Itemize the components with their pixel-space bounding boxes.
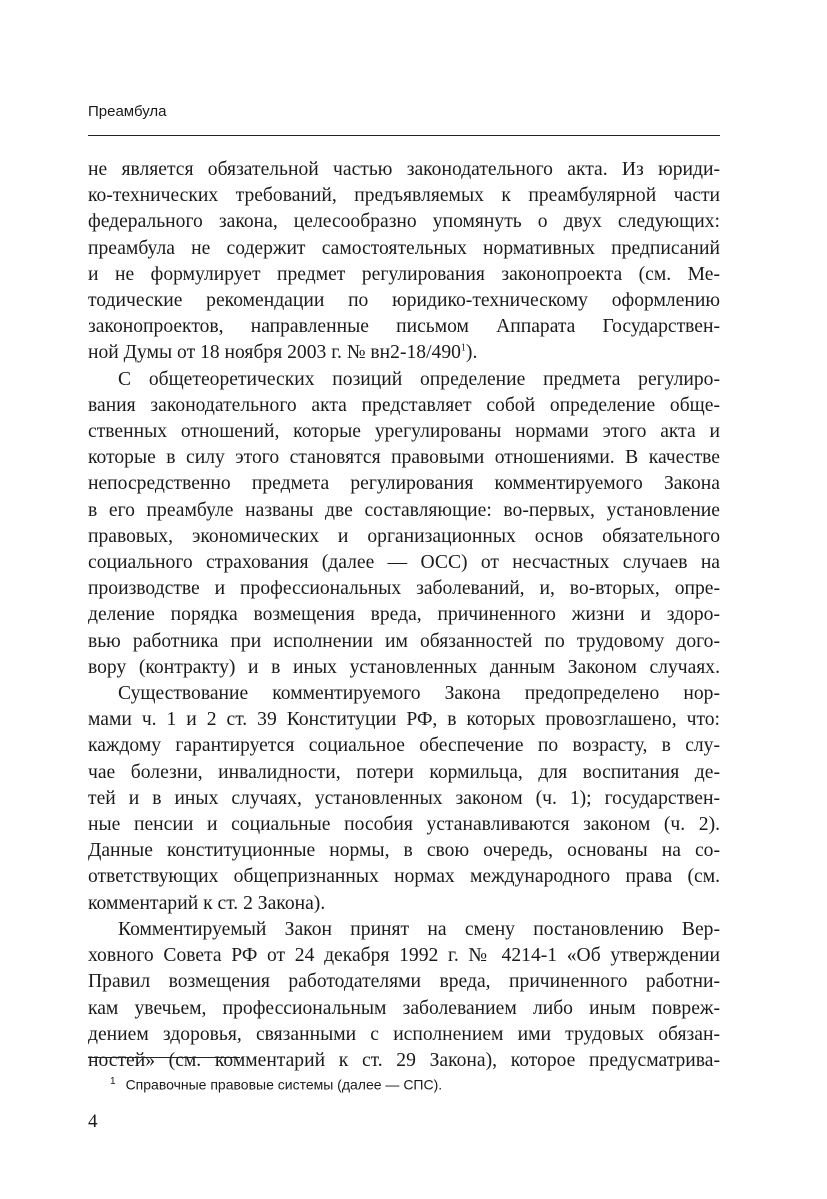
text-line: правовых, экономических и организационных основ обязательного (88, 525, 720, 547)
text-line: и не формулирует предмет регулирования законопроекта (см. Ме- (88, 263, 720, 285)
paragraph-3 (88, 681, 720, 917)
footnote-number: 1 (110, 1076, 116, 1087)
footnote (110, 1073, 442, 1094)
text-line: ответствующих общепризнанных нормах международного права (см. (88, 866, 720, 888)
text-line: тодические рекомендации по юридико-техническому оформлению (88, 290, 720, 312)
text-line: мами ч. 1 и 2 ст. 39 Конституции РФ, в которых провозглашено, что: (88, 709, 720, 731)
text-line: производстве и профессиональных заболеваний, и, во-вторых, опре- (88, 578, 720, 600)
footnote-text: Справочные правовые системы (далее — СПС). (125, 1076, 443, 1093)
header-divider (88, 135, 720, 136)
text-line: Комментируемый Закон принят на смену постановлению Вер- (118, 918, 720, 940)
text-line: вания законодательного акта представляет собой определение обще- (88, 394, 720, 416)
text-line: ственных отношений, которые урегулированы нормами этого акта и (88, 421, 720, 443)
text-line: социального страхования (далее — ОСС) от несчастных случаев на (88, 552, 720, 574)
text-line: ностей» (см. комментарий к ст. 29 Закона), которое предусматрива- (88, 1049, 720, 1071)
text-line: непосредственно предмета регулирования комментируемого Закона (88, 473, 720, 495)
text-fragment: ). (465, 342, 478, 364)
text-line: не является обязательной частью законодательного акта. Из юриди- (88, 159, 720, 180)
text-line: комментарий к ст. 2 Закона). (88, 892, 326, 914)
text-line: кам увечьем, профессиональным заболеванием либо иным повреж- (88, 997, 720, 1019)
text-line: в его преамбуле названы две составляющие: во-первых, установление (88, 499, 720, 521)
text-line: вору (контракту) и в иных установленных данным Законом случаях. (88, 656, 720, 678)
text-line: ные пенсии и социальные пособия устанавливаются законом (ч. 2). (88, 814, 720, 836)
body-text (88, 157, 720, 1074)
paragraph-4 (88, 917, 720, 1074)
footnote-reference[interactable]: 1 (460, 342, 466, 354)
paragraph-2 (88, 367, 720, 681)
page-number: 4 (88, 1111, 98, 1132)
text-line: Существование комментируемого Закона предопределено нор- (118, 683, 720, 705)
text-line: законопроектов, направленные письмом Аппарата Государствен- (88, 316, 720, 338)
text-line: деление порядка возмещения вреда, причиненного жизни и здоро- (88, 604, 720, 626)
text-line: С общетеоретических позиций определение предмета регулиро- (118, 368, 720, 390)
text-line: каждому гарантируется социальное обеспечение по возрасту, в слу- (88, 735, 720, 757)
text-line: вью работника при исполнении им обязанностей по трудовому дого- (88, 630, 720, 652)
text-line: ко-технических требований, предъявляемых к преамбулярной части (88, 185, 720, 207)
text-line: ховного Совета РФ от 24 декабря 1992 г. № 4214-1 «Об утверждении (88, 945, 720, 967)
text-fragment: ной Думы от 18 ноября 2003 г. № вн2-18/490 (88, 342, 461, 364)
text-line: преамбула не содержит самостоятельных нормативных предписаний (88, 237, 720, 259)
paragraph-1 (88, 157, 720, 367)
text-line: Правил возмещения работодателями вреда, причиненного работни- (88, 971, 720, 993)
running-header: Преамбула (88, 103, 167, 120)
text-line: тей и в иных случаях, установленных законом (ч. 1); государствен- (88, 787, 720, 809)
footnote-divider (88, 1057, 240, 1058)
text-line: чае болезни, инвалидности, потери кормильца, для воспитания де- (88, 761, 720, 783)
text-line: которые в силу этого становятся правовыми отношениями. В качестве (88, 447, 720, 469)
text-line: федерального закона, целесообразно упомянуть о двух следующих: (88, 211, 720, 233)
text-line: дением здоровья, связанными с исполнением ими трудовых обязан- (88, 1023, 720, 1045)
text-line: Данные конституционные нормы, в свою очередь, основаны на со- (88, 840, 720, 862)
text-line (88, 340, 720, 366)
